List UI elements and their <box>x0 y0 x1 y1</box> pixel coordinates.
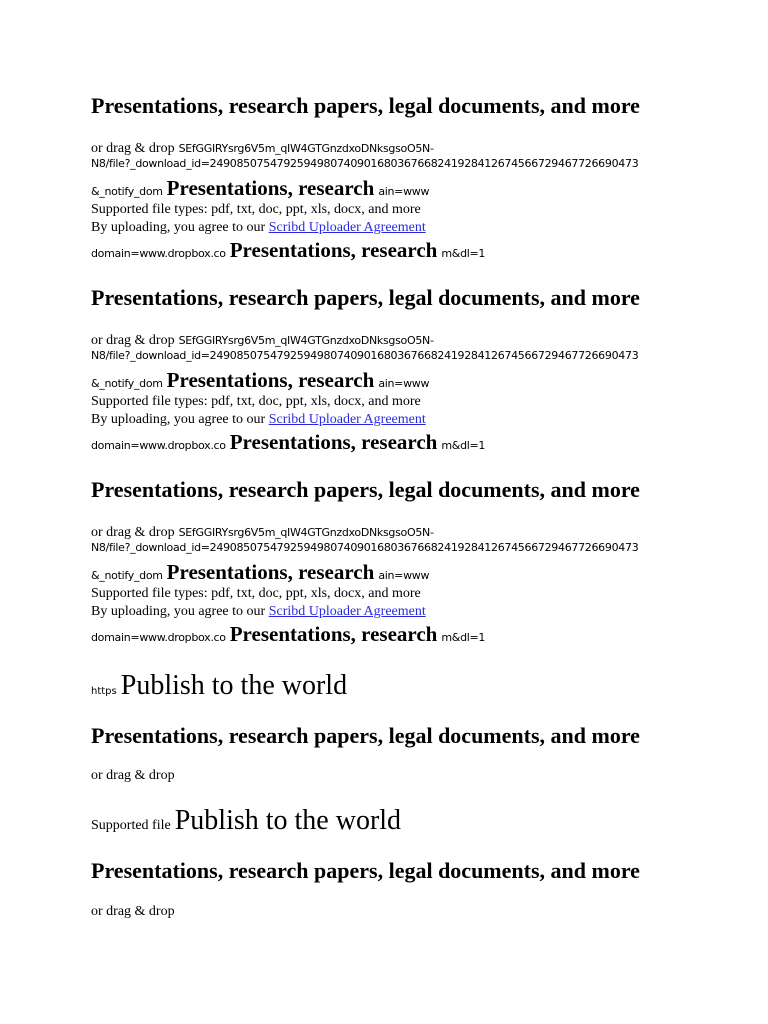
agree-prefix: By uploading, you agree to our <box>91 604 269 619</box>
agree-prefix: By uploading, you agree to our <box>91 220 269 235</box>
agree-row-3 <box>91 603 426 621</box>
notify-text: &_notify_dom <box>91 377 163 390</box>
uploader-agreement-link[interactable]: Scribd Uploader Agreement <box>268 604 426 619</box>
notify-row-2 <box>91 368 429 392</box>
inline-heading: Presentations, research <box>229 622 438 646</box>
agree-row-2 <box>91 411 426 429</box>
heading-5: Presentations, research papers, legal documents, and more <box>91 858 640 883</box>
mdl-text: m&dl=1 <box>441 439 486 452</box>
uploader-agreement-link[interactable]: Scribd Uploader Agreement <box>268 412 426 427</box>
https-text: https <box>91 686 117 697</box>
ain-text: ain=www <box>378 185 430 198</box>
token-text: SEfGGIRYsrg6V5m_qIW4GTGnzdxoDNksgsoO5N- <box>178 142 434 155</box>
supported-types-2: Supported file types: pdf, txt, doc, ppt, xls, docx, and more <box>91 394 421 409</box>
ain-text: ain=www <box>378 569 430 582</box>
drag-drop-text: or drag & drop <box>91 141 175 156</box>
mdl-text: m&dl=1 <box>441 631 486 644</box>
agree-prefix: By uploading, you agree to our <box>91 412 269 427</box>
heading-4: Presentations, research papers, legal documents, and more <box>91 723 640 748</box>
domain-row-3 <box>91 622 485 646</box>
publish-row-2 <box>91 805 401 837</box>
notify-text: &_notify_dom <box>91 569 163 582</box>
inline-heading: Presentations, research <box>229 238 438 262</box>
domain-row-1 <box>91 238 485 262</box>
domain-text: domain=www.dropbox.co <box>91 439 226 452</box>
supported-types-3: Supported file types: pdf, txt, doc, ppt, xls, docx, and more <box>91 586 421 601</box>
supported-types-1: Supported file types: pdf, txt, doc, ppt, xls, docx, and more <box>91 202 421 217</box>
publish-heading: Publish to the world <box>120 670 348 701</box>
publish-row-1 <box>91 670 347 702</box>
inline-heading: Presentations, research <box>166 176 375 200</box>
supported-file-text: Supported file <box>91 818 171 833</box>
uploader-agreement-link[interactable]: Scribd Uploader Agreement <box>268 220 426 235</box>
heading-2: Presentations, research papers, legal documents, and more <box>91 285 640 310</box>
token-text: SEfGGIRYsrg6V5m_qIW4GTGnzdxoDNksgsoO5N- <box>178 526 434 539</box>
download-id-3: N8/file?_download_id=2490850754792594980740901680367668241928412674566729467726690473 <box>91 541 639 554</box>
ain-text: ain=www <box>378 377 430 390</box>
domain-text: domain=www.dropbox.co <box>91 247 226 260</box>
mdl-text: m&dl=1 <box>441 247 486 260</box>
drag-drop-text: or drag & drop <box>91 525 175 540</box>
notify-row-3 <box>91 560 429 584</box>
domain-text: domain=www.dropbox.co <box>91 631 226 644</box>
inline-heading: Presentations, research <box>166 560 375 584</box>
notify-text: &_notify_dom <box>91 185 163 198</box>
inline-heading: Presentations, research <box>166 368 375 392</box>
domain-row-2 <box>91 430 485 454</box>
heading-1: Presentations, research papers, legal documents, and more <box>91 93 640 118</box>
heading-3: Presentations, research papers, legal documents, and more <box>91 477 640 502</box>
publish-heading: Publish to the world <box>174 805 402 836</box>
download-id-2: N8/file?_download_id=2490850754792594980740901680367668241928412674566729467726690473 <box>91 349 639 362</box>
download-id-1: N8/file?_download_id=2490850754792594980740901680367668241928412674566729467726690473 <box>91 157 639 170</box>
drag-drop-5: or drag & drop <box>91 904 175 919</box>
inline-heading: Presentations, research <box>229 430 438 454</box>
notify-row-1 <box>91 176 429 200</box>
agree-row-1 <box>91 219 426 237</box>
drag-drop-text: or drag & drop <box>91 333 175 348</box>
drag-drop-4: or drag & drop <box>91 768 175 783</box>
token-text: SEfGGIRYsrg6V5m_qIW4GTGnzdxoDNksgsoO5N- <box>178 334 434 347</box>
